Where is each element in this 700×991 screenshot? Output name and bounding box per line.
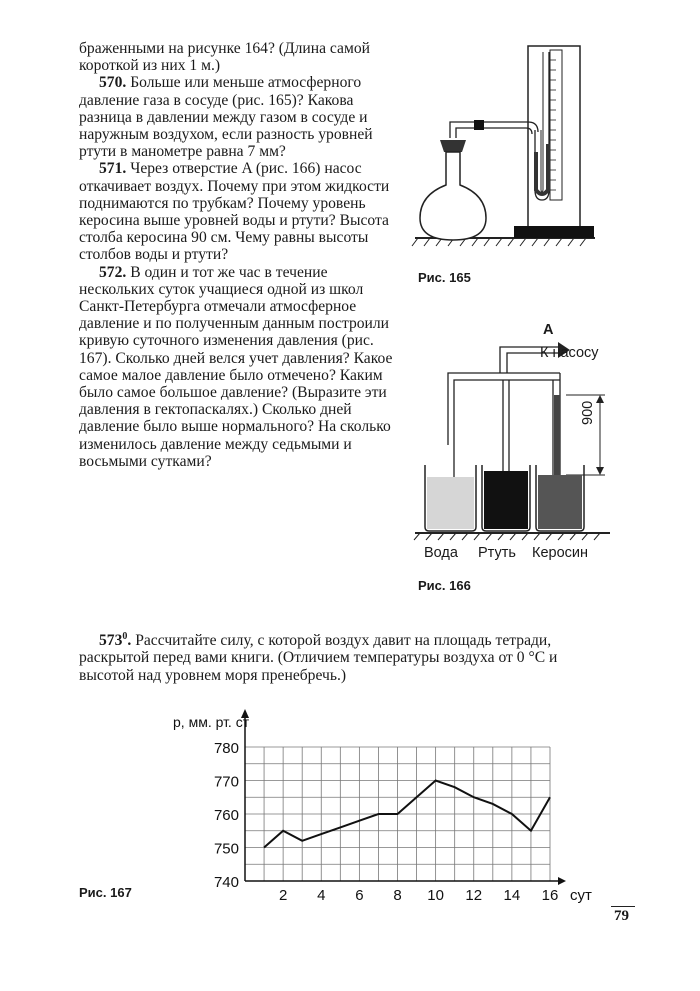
problem-571-text: Через отверстие A (рис. 166) насос откачивает воздух. Почему при этом жидкости поднимаются по трубкам? Почему уровень керосина выше уровней воды и ртути? Высота столба керосина 90 см. Чему равны высоты столбов воды и ртути? xyxy=(79,160,390,264)
page-number-rule xyxy=(611,906,635,907)
x-axis-arrow xyxy=(558,877,566,885)
problem-572-number: 572. xyxy=(99,263,127,281)
problem-570-text: Больше или меньше атмосферного давление газа в сосуде (рис. 165)? Какова разница в давлении между газом в сосуде и наружным воздухом, если разность уровней ртути в манометре равна 7 мм? xyxy=(79,74,373,161)
y-axis-label: p, мм. рт. ст xyxy=(173,714,250,730)
x-tick-label: 16 xyxy=(541,887,559,904)
x-tick-label: 14 xyxy=(503,887,521,904)
y-tick-label: 780 xyxy=(213,740,239,757)
figure-167-caption: Рис. 167 xyxy=(79,885,132,900)
figure-166-label-pump: К насосу xyxy=(540,345,599,361)
problem-573 xyxy=(79,628,615,684)
problem-571 xyxy=(79,160,397,263)
figure-166-vessels xyxy=(410,325,640,550)
figure-166-label-mercury: Ртуть xyxy=(478,545,516,561)
problem-573-sup: 0 xyxy=(122,631,128,642)
x-tick-label: 10 xyxy=(427,887,444,904)
figure-166-label-a: A xyxy=(543,322,554,338)
problem-570-number: 570. xyxy=(99,74,127,92)
y-tick-label: 740 xyxy=(213,874,239,891)
y-tick-label: 760 xyxy=(213,807,239,824)
x-tick-label: 8 xyxy=(393,887,402,904)
problem-573-text: Рассчитайте силу, с которой воздух давит на площадь тетради, раскрытой перед вами книги. (Отличием температуры воздуха от 0 °С и высотой над уровнем моря пренебречь.) xyxy=(79,632,558,684)
figure-166-caption: Рис. 166 xyxy=(418,578,471,593)
x-tick-label: 12 xyxy=(465,887,483,904)
problem-572-text: В один и тот же час в течение нескольких суток учащиеся одной из школ Санкт-Петербурга отмечали атмосферное давление и по полученным данным построили кривую суточного изменения давления (рис. 167). Сколько дней велся учет давления? Какое самое малое давление было отмечено? Каким было самое большое давление? (Выразите эти давления в гектопаскалях.) Сколько дней давление было выше нормального? На сколько изменилось давление между седьмыми и восьмыми сутками? xyxy=(79,263,393,470)
figure-167-pressure-chart xyxy=(150,705,610,905)
problem-570 xyxy=(79,74,397,160)
x-axis-label: сут xyxy=(570,887,592,904)
x-tick-label: 2 xyxy=(278,887,288,904)
intro-text: браженными на рисунке 164? (Длина самой короткой из них 1 м.) xyxy=(79,40,370,75)
problem-571-number: 571. xyxy=(99,160,127,178)
text-column xyxy=(79,40,397,470)
y-tick-label: 750 xyxy=(213,840,239,858)
problem-573-num: 573 xyxy=(99,632,123,650)
figure-166-label-water: Вода xyxy=(424,545,458,561)
problem-573-number: $573^0$. xyxy=(99,631,132,650)
page-number: 79 xyxy=(614,908,629,924)
figure-165-caption: Рис. 165 xyxy=(418,270,471,285)
figure-165-manometer xyxy=(410,40,610,255)
figure-166-label-kerosene: Керосин xyxy=(532,545,588,561)
y-tick-label: 770 xyxy=(213,773,239,791)
x-tick-label: 6 xyxy=(355,887,364,904)
x-tick-label: 4 xyxy=(317,887,326,904)
problem-572 xyxy=(79,264,397,470)
figure-166-height-label: 900 xyxy=(580,400,596,425)
